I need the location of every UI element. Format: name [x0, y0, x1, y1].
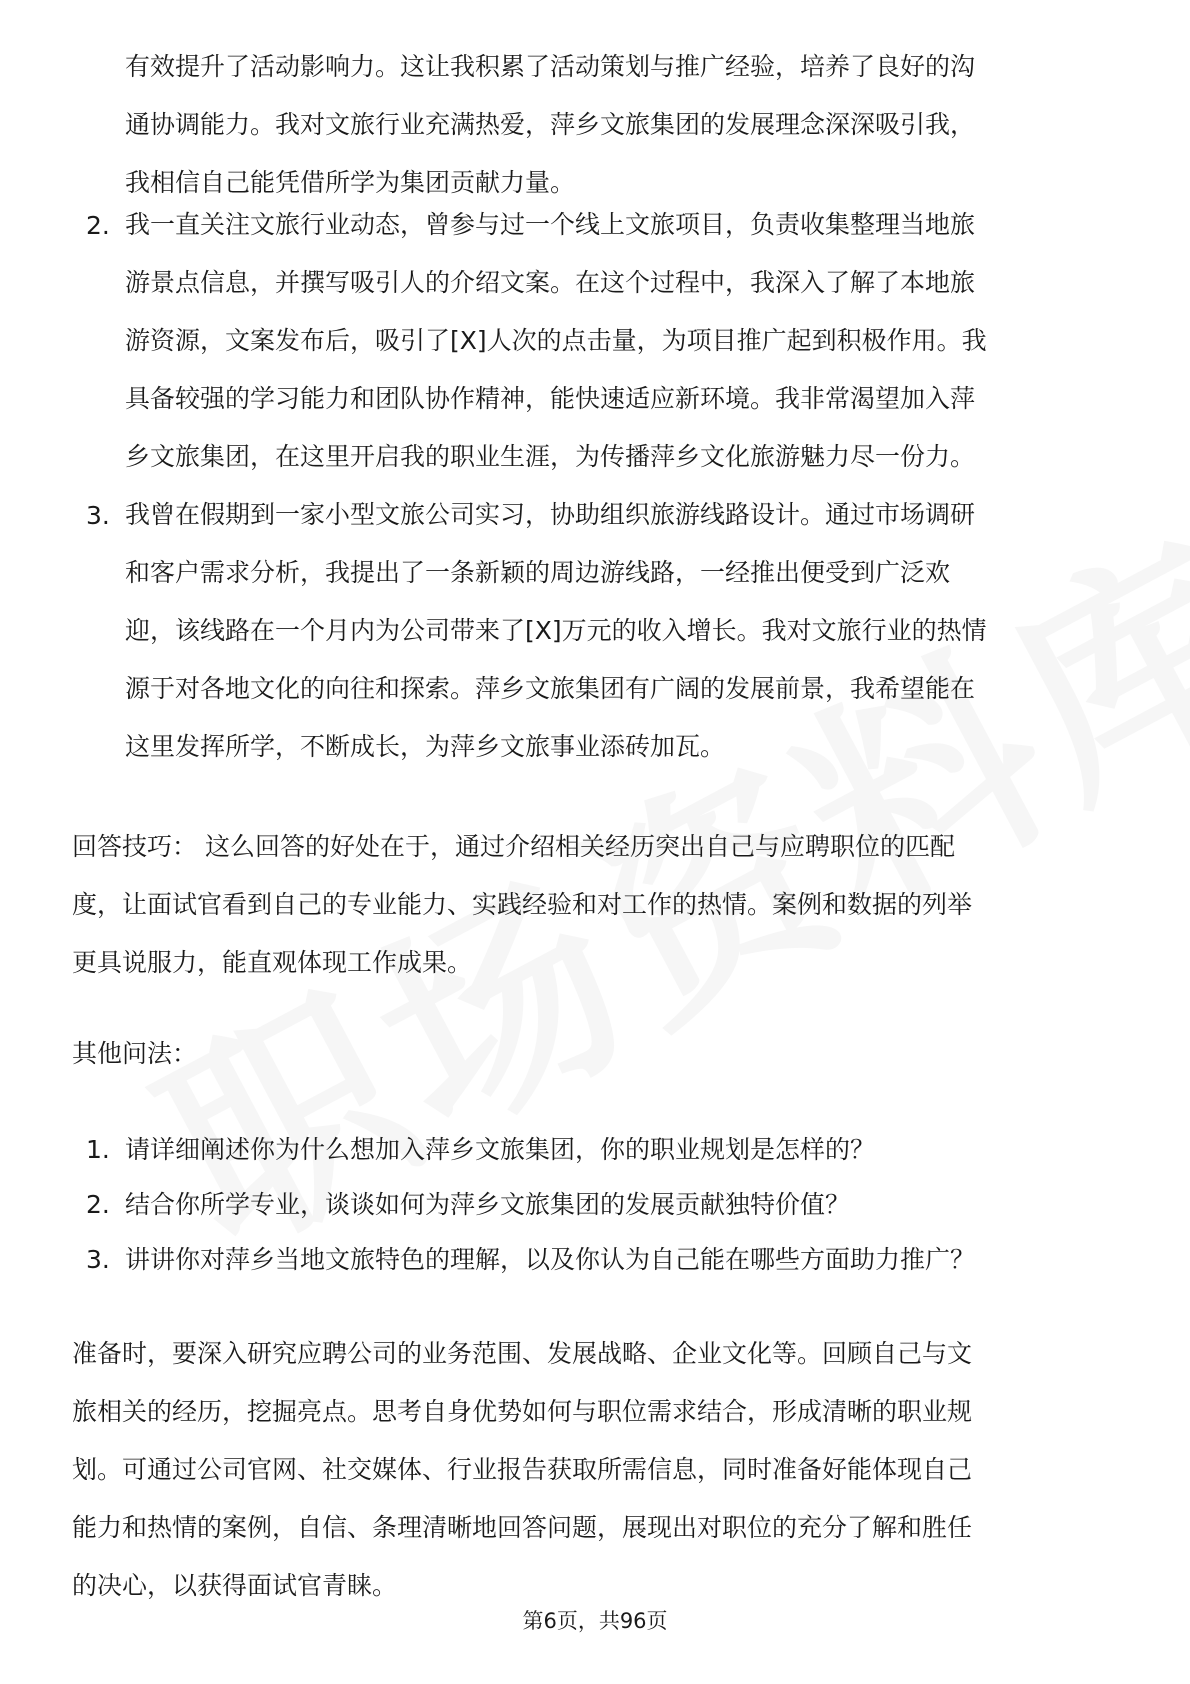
text-line: 准备时，要深入研究应聘公司的业务范围、发展战略、企业文化等。回顾自己与文 [72, 1339, 973, 1368]
question-text: 请详细阐述你为什么想加入萍乡文旅集团，你的职业规划是怎样的？ [125, 1135, 876, 1164]
answer-item-text [125, 196, 1115, 486]
text-line: 我相信自己能凭借所学为集团贡献力量。 [125, 168, 576, 197]
section-heading: 其他问法： [72, 1039, 198, 1068]
text-line: 能力和热情的案例，自信、条理清晰地回答问题，展现出对职位的充分了解和胜任 [72, 1513, 973, 1542]
text-line: 旅相关的经历，挖掘亮点。思考自身优势如何与职位需求结合，形成清晰的职业规 [72, 1397, 973, 1426]
question-number: 1. [86, 1135, 110, 1164]
answer-tips [72, 818, 1122, 992]
text-line: 有效提升了活动影响力。这让我积累了活动策划与推广经验，培养了良好的沟 [125, 52, 976, 81]
question-text-block [125, 1122, 1115, 1177]
text-line: 的决心，以获得面试官青睐。 [72, 1571, 398, 1600]
text-line: 这里发挥所学，不断成长，为萍乡文旅事业添砖加瓦。 [125, 732, 726, 761]
text-line: 源于对各地文化的向往和探索。萍乡文旅集团有广阔的发展前景，我希望能在 [125, 674, 976, 703]
preparation-advice [72, 1325, 1122, 1615]
answer-item-number: 2. [86, 211, 110, 240]
question-text: 结合你所学专业，谈谈如何为萍乡文旅集团的发展贡献独特价值？ [125, 1190, 851, 1219]
text-line: 划。可通过公司官网、社交媒体、行业报告获取所需信息，同时准备好能体现自己 [72, 1455, 973, 1484]
text-line: 乡文旅集团，在这里开启我的职业生涯，为传播萍乡文化旅游魅力尽一份力。 [125, 442, 976, 471]
text-line: 迎，该线路在一个月内为公司带来了[X]万元的收入增长。我对文旅行业的热情 [125, 616, 987, 645]
text-line: 具备较强的学习能力和团队协作精神，能快速适应新环境。我非常渴望加入萍 [125, 384, 976, 413]
text-line: 和客户需求分析，我提出了一条新颖的周边游线路，一经推出便受到广泛欢 [125, 558, 951, 587]
text-line: 我曾在假期到一家小型文旅公司实习，协助组织旅游线路设计。通过市场调研 [125, 500, 976, 529]
text-line: 游资源，文案发布后，吸引了[X]人次的点击量，为项目推广起到积极作用。我 [125, 326, 987, 355]
answer-item-text [125, 486, 1115, 776]
question-text-block [125, 1177, 1115, 1232]
question-number: 3. [86, 1245, 110, 1274]
text-line: 我一直关注文旅行业动态，曾参与过一个线上文旅项目，负责收集整理当地旅 [125, 210, 976, 239]
text-line: 通协调能力。我对文旅行业充满热爱，萍乡文旅集团的发展理念深深吸引我， [125, 110, 976, 139]
text-line: 游景点信息，并撰写吸引人的介绍文案。在这个过程中，我深入了解了本地旅 [125, 268, 976, 297]
text-line: 回答技巧： 这么回答的好处在于，通过介绍相关经历突出自己与应聘职位的匹配 [72, 832, 955, 861]
answer-item-text [125, 38, 1115, 212]
text-line: 更具说服力，能直观体现工作成果。 [72, 948, 473, 977]
page-footer: 第6页，共96页 [522, 1609, 668, 1633]
question-text-block [125, 1232, 1115, 1287]
text-line: 度，让面试官看到自己的专业能力、实践经验和对工作的热情。案例和数据的列举 [72, 890, 973, 919]
question-number: 2. [86, 1190, 110, 1219]
question-text: 讲讲你对萍乡当地文旅特色的理解，以及你认为自己能在哪些方面助力推广？ [125, 1245, 976, 1274]
answer-item-number: 3. [86, 501, 110, 530]
other-questions-heading [72, 1025, 1122, 1083]
